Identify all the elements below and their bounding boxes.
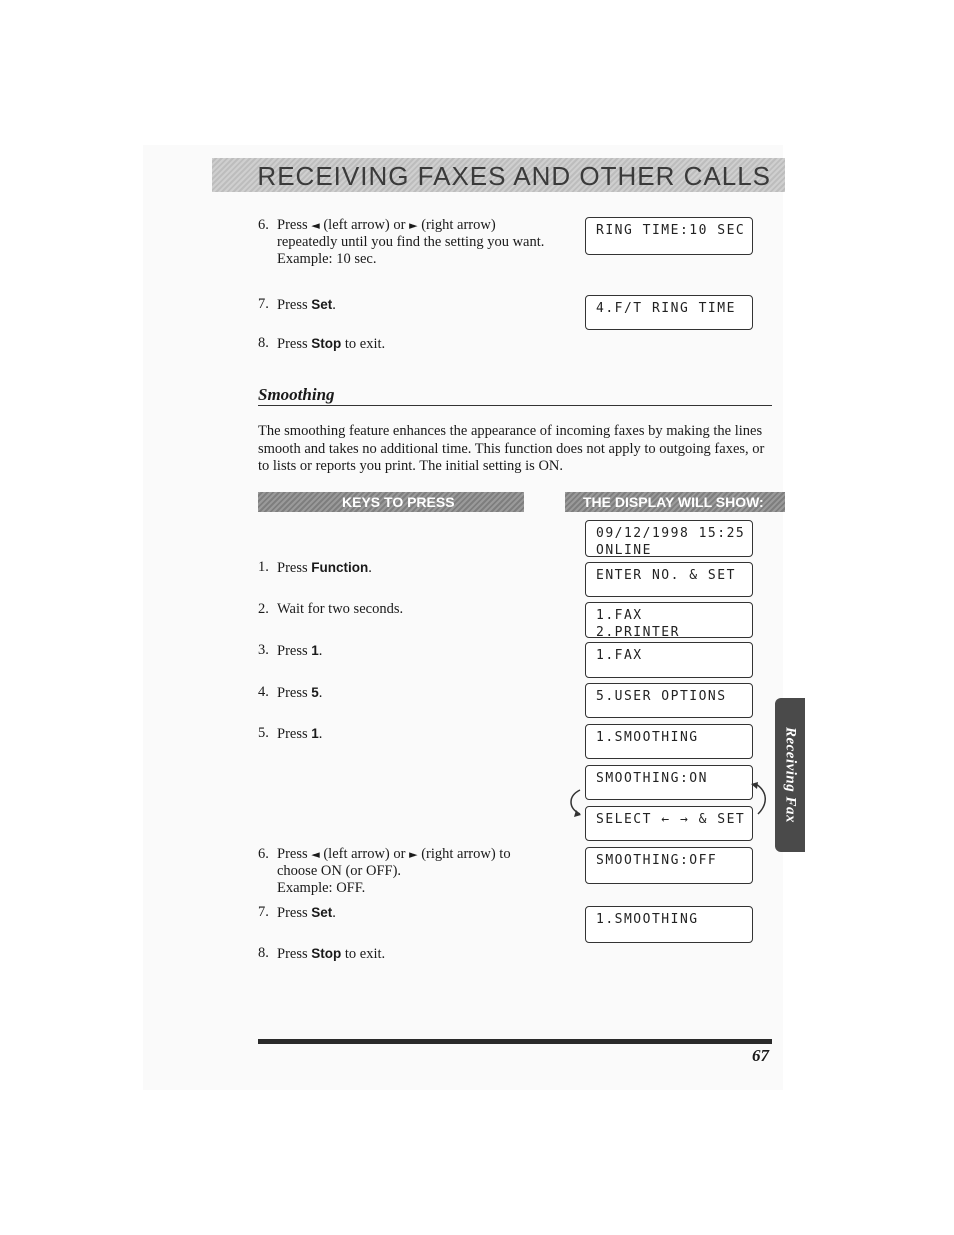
alternating-displays-arrow-icon	[562, 768, 772, 828]
section-title: Smoothing	[258, 385, 335, 404]
chapter-side-tab: Receiving Fax	[775, 698, 805, 852]
key-name: Stop	[311, 946, 342, 961]
example-text: Example: OFF.	[277, 880, 366, 896]
display-will-show-bar: THE DISPLAY WILL SHOW:	[565, 492, 785, 512]
lcd-display: 5.USER OPTIONS	[585, 683, 753, 718]
left-arrow-icon: ◄	[311, 219, 320, 232]
section-rule	[258, 405, 772, 406]
lcd-display: SELECT ← → & SET	[585, 806, 753, 841]
lcd-display: 1.SMOOTHING	[585, 724, 753, 759]
footer-rule	[258, 1039, 772, 1044]
key-name: Set	[311, 905, 333, 920]
lcd-display: ENTER NO. & SET	[585, 562, 753, 597]
lcd-display: 1.FAX	[585, 642, 753, 678]
key-name: 1	[311, 726, 319, 741]
key-name: 5	[311, 685, 319, 700]
lcd-display: SMOOTHING:ON	[585, 765, 753, 800]
keys-to-press-bar: KEYS TO PRESS	[258, 492, 524, 512]
key-name: 1	[311, 643, 319, 658]
right-arrow-icon: ►	[409, 219, 418, 232]
lcd-display: 4.F/T RING TIME	[585, 295, 753, 330]
section-paragraph: The smoothing feature enhances the appearance of incoming faxes by making the lines smooth and takes no additional time. This function does not apply to outgoing faxes, or to lists or reports you print. The initial setting is ON.	[258, 423, 765, 474]
key-name: Stop	[311, 336, 342, 351]
chapter-header-band	[212, 158, 785, 192]
example-text: Example: 10 sec.	[277, 251, 377, 267]
chapter-title: RECEIVING FAXES AND OTHER CALLS	[257, 161, 771, 191]
lcd-display: 1.SMOOTHING	[585, 906, 753, 943]
page-number: 67	[752, 1046, 769, 1065]
left-arrow-icon: ◄	[311, 848, 320, 861]
lcd-display: RING TIME:10 SEC	[585, 217, 753, 255]
lcd-display: 1.FAX 2.PRINTER	[585, 602, 753, 638]
lcd-display: SMOOTHING:OFF	[585, 847, 753, 884]
key-name: Set	[311, 297, 333, 312]
key-name: Function	[311, 560, 369, 575]
lcd-display: 09/12/1998 15:25 ONLINE	[585, 520, 753, 557]
right-arrow-icon: ►	[409, 848, 418, 861]
